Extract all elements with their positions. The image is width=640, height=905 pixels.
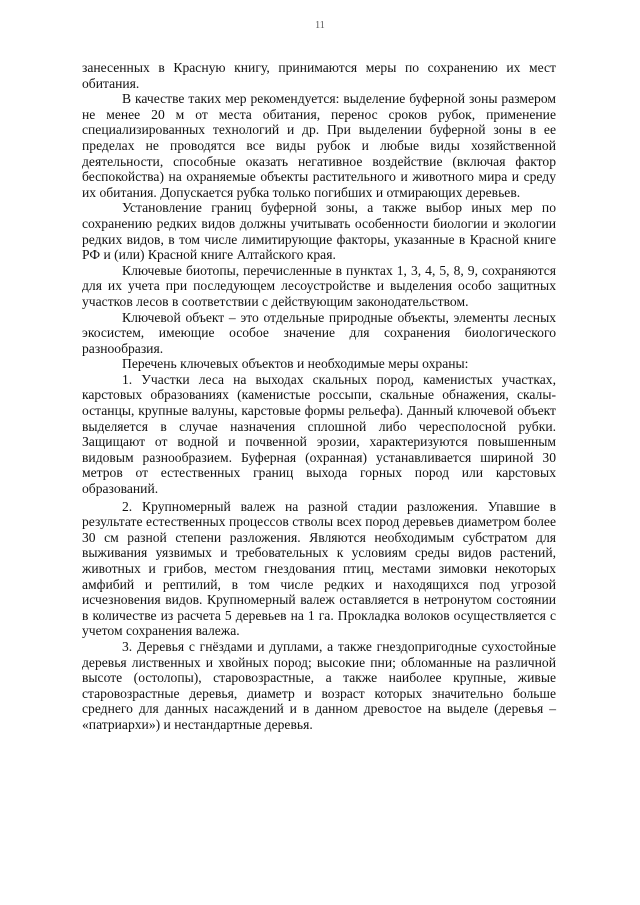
page-number: 11 bbox=[315, 20, 325, 31]
paragraph-buffer-zone-boundaries: Установление границ буферной зоны, а также выбор иных мер по сохранению редких видов должны учитывать особенности биологии и экологии редких видов, в том числе лимитирующие факторы, указанные в Красной книге РФ и (или) Красной книге Алтайского края. bbox=[82, 200, 556, 263]
paragraph-key-object-definition: Ключевой объект – это отдельные природные объекты, элементы лесных экосистем, имеющие особое значение для сохранения биологического разнообразия. bbox=[82, 309, 556, 356]
list-item-large-deadwood: 2. Крупномерный валеж на разной стадии разложения. Упавшие в результате естественных процессов стволы всех пород деревьев диаметром более 30 см разной степени разложения. Являются необходимым субстратом для выживания уязвимых и требовательных к условиям среды видов растений, животных и грибов, местом гнездования птиц, местами зимовки некоторых амфибий и рептилий, в том числе редких и находящихся под угрозой исчезновения видов. Крупномерный валеж оставляется в нетронутом состоянии в количестве из расчета 5 деревьев на 1 га. Прокладка волоков осуществляется с учетом сохранения валежа. bbox=[82, 498, 556, 639]
paragraph-continuation: занесенных в Красную книгу, принимаются меры по сохранению их мест обитания. bbox=[82, 60, 556, 91]
paragraph-key-biotopes: Ключевые биотопы, перечисленные в пунктах 1, 3, 4, 5, 8, 9, сохраняются для их учета при последующем лесоустройстве и выделения особо защитных участков лесов в соответствии с действующим законодательством. bbox=[82, 262, 556, 309]
body-text bbox=[82, 60, 556, 733]
paragraph-key-objects-list-intro: Перечень ключевых объектов и необходимые меры охраны: bbox=[122, 356, 469, 372]
list-item-nest-trees: 3. Деревья с гнёздами и дуплами, а также гнездопригодные сухостойные деревья лиственных и хвойных пород; высокие пни; обломанные на различной высоте (остолопы), старовозрастные, а также наиболее крупные, живые старовозрастные деревья, диаметр и возраст которых значительно больше среднего для данных насаждений и в данном древостое на выделе (деревья – «патриархи») и нестандартные деревья. bbox=[82, 638, 556, 732]
paragraph-buffer-zone-measures: В качестве таких мер рекомендуется: выделение буферной зоны размером не менее 20 м от места обитания, перенос сроков рубок, применение специализированных технологий и др. При выделении буферной зоны в ее пределах не проводятся все виды рубок и любые виды хозяйственной деятельности, способные оказать негативное воздействие (включая фактор беспокойства) на охраняемые объекты растительного и животного мира и среду их обитания. Допускается рубка только погибших и отмирающих деревьев. bbox=[82, 91, 556, 200]
list-item-rock-outcrops: 1. Участки леса на выходах скальных пород, каменистых участках, карстовых образованиях (каменистые россыпи, скальные обнажения, скалы-останцы, крупные валуны, карстовые формы рельефа). Данный ключевой объект выделяется в случае назначения сплошной либо чересполосной рубки. Защищают от водной и почвенной эрозии, характеризуются повышенным видовым разнообразием. Буферная (охранная) устанавливается шириной 30 метров от естественных границ выхода горных пород или карстовых образований. bbox=[82, 371, 556, 497]
